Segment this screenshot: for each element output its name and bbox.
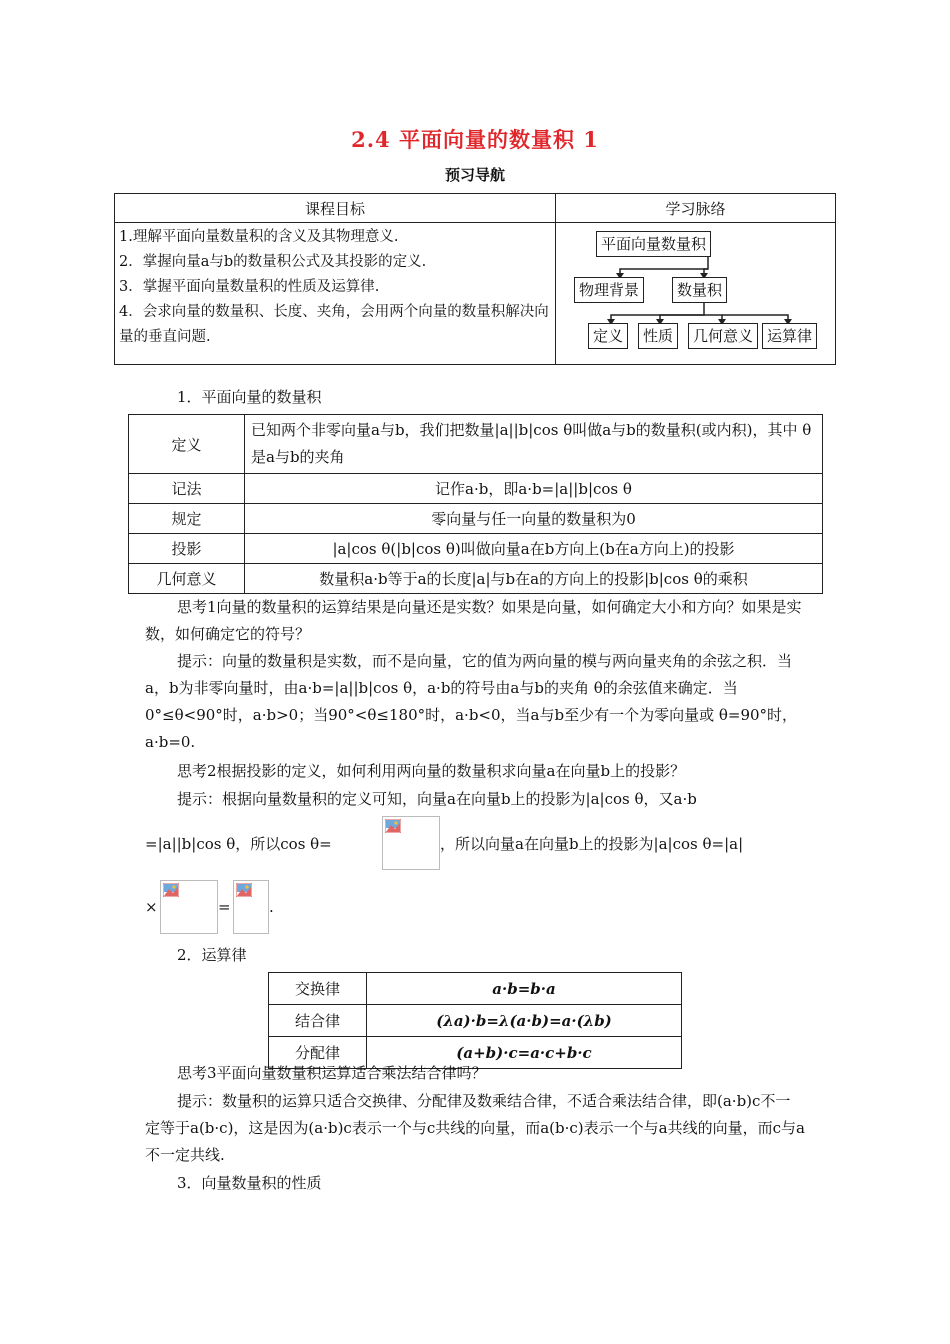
table-row-value: 已知两个非零向量a与b，我们把数量|a||b|cos θ叫做a与b的数量积(或内积)，其中 θ是a与b的夹角 xyxy=(245,415,823,474)
table-row-key: 记法 xyxy=(129,474,245,504)
think-1: 思考1向量的数量积的运算结果是向量还是实数？如果是向量，如何确定大小和方向？如果是实数，如何确定它的符号？ xyxy=(145,598,802,643)
table-row-value: 记作a·b，即a·b=|a||b|cos θ xyxy=(245,474,823,504)
map-root: 平面向量数量积 xyxy=(596,231,711,257)
hint-2-line-3a: × xyxy=(145,898,158,916)
objectives-cell xyxy=(115,223,556,365)
page-title: 2.4 平面向量的数量积 1 xyxy=(351,127,599,152)
formula-image xyxy=(160,880,218,934)
map-node-geometric: 几何意义 xyxy=(688,323,758,349)
table-row-key: 交换律 xyxy=(269,973,367,1005)
table-row-key: 投影 xyxy=(129,534,245,564)
table-row-key: 定义 xyxy=(129,415,245,474)
map-node-definition: 定义 xyxy=(588,323,628,349)
hint-2-line-1: 提示：根据向量数量积的定义可知，向量a在向量b上的投影为|a|cos θ，又a·b xyxy=(177,790,697,808)
goals-header-left: 课程目标 xyxy=(115,194,556,223)
table-row-value: (a+b)·c=a·c+b·c xyxy=(367,1037,682,1069)
hint-2-line-3c: . xyxy=(269,898,274,916)
objective-item: 2．掌握向量a与b的数量积公式及其投影的定义. xyxy=(119,254,427,270)
image-icon xyxy=(163,883,179,897)
table-row-key: 分配律 xyxy=(269,1037,367,1069)
hint-3: 提示：数量积的运算只适合交换律、分配律及数乘结合律，不适合乘法结合律，即(a·b)c不一定等于a(b·c)，这是因为(a·b)c表示一个与c共线的向量，而a(b·c)表示一个与a共线的向量，而c与a不一定共线. xyxy=(145,1092,805,1164)
table-row-value: |a|cos θ(|b|cos θ)叫做向量a在b方向上(b在a方向上)的投影 xyxy=(245,534,823,564)
map-node-laws: 运算律 xyxy=(762,323,817,349)
map-node-physics: 物理背景 xyxy=(574,277,644,303)
formula-image xyxy=(233,880,269,934)
map-node-properties: 性质 xyxy=(638,323,678,349)
hint-1: 提示：向量的数量积是实数，而不是向量，它的值为两向量的模与两向量夹角的余弦之积．当a，b为非零向量时，由a·b=|a||b|cos θ，a·b的符号由a与b的夹角 θ的余弦值来确定．当0°≤θ<90°时，a·b>0；当90°<θ≤180°时，a·b<0，当a与b至少有一个为零向量或 θ=90°时，a·b=0. xyxy=(145,652,798,751)
table-row-key: 几何意义 xyxy=(129,564,245,594)
think-3: 思考3平面向量数量积运算适合乘法结合律吗？ xyxy=(177,1064,487,1082)
table-row-key: 规定 xyxy=(129,504,245,534)
table-row-value: a·b=b·a xyxy=(367,973,682,1005)
table-row-value: 数量积a·b等于a的长度|a|与b在a的方向上的投影|b|cos θ的乘积 xyxy=(245,564,823,594)
formula-image xyxy=(382,816,440,870)
map-node-dot-product: 数量积 xyxy=(672,277,727,303)
section-3-title: 3．向量数量积的性质 xyxy=(177,1174,322,1192)
goals-header-right: 学习脉络 xyxy=(556,194,836,223)
section-subtitle: 预习导航 xyxy=(444,166,505,184)
image-icon xyxy=(385,819,401,833)
dot-product-table xyxy=(128,414,823,594)
goals-table xyxy=(114,193,836,365)
think-2: 思考2根据投影的定义，如何利用两向量的数量积求向量a在向量b上的投影？ xyxy=(177,762,686,780)
table-row-value: (λa)·b=λ(a·b)=a·(λb) xyxy=(367,1005,682,1037)
objective-item: 4．会求向量的数量积、长度、夹角，会用两个向量的数量积解决向量的垂直问题. xyxy=(119,304,549,345)
section-2-title: 2．运算律 xyxy=(177,946,247,964)
hint-2-line-2a: =|a||b|cos θ，所以cos θ= xyxy=(145,835,332,853)
laws-table xyxy=(268,972,682,1069)
image-icon xyxy=(236,883,252,897)
objective-item: 1.理解平面向量数量积的含义及其物理意义. xyxy=(119,229,399,245)
table-row-key: 结合律 xyxy=(269,1005,367,1037)
hint-2-line-3b: = xyxy=(218,898,231,916)
objective-item: 3．掌握平面向量数量积的性质及运算律. xyxy=(119,279,380,295)
hint-2-line-2b: ，所以向量a在向量b上的投影为|a|cos θ=|a| xyxy=(440,835,744,853)
section-1-title: 1．平面向量的数量积 xyxy=(177,388,322,406)
concept-map xyxy=(556,223,836,365)
table-row-value: 零向量与任一向量的数量积为0 xyxy=(245,504,823,534)
